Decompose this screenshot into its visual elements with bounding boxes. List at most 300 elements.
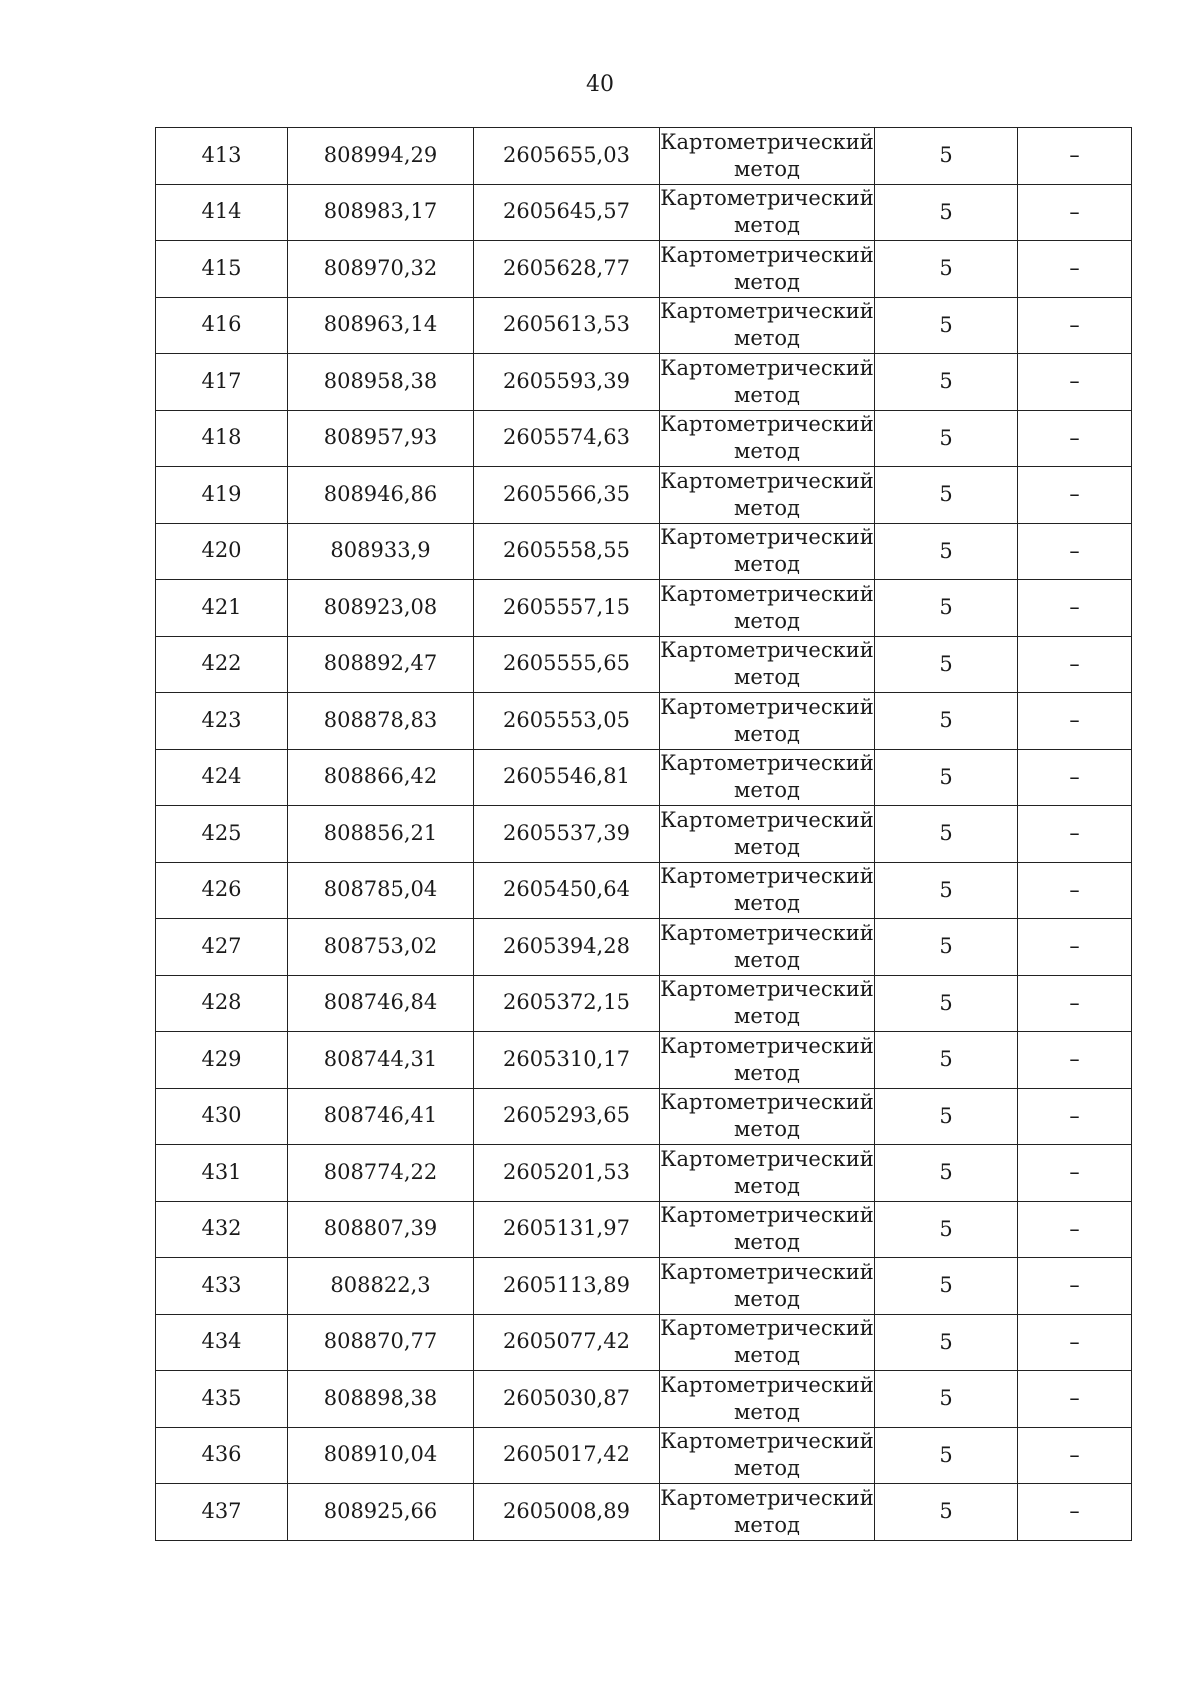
x-coordinate-cell [288,749,474,806]
point-number-cell [156,1371,288,1428]
point-number-cell [156,919,288,976]
x-coordinate-cell [288,580,474,637]
y-coordinate-cell [474,1484,660,1541]
y-coordinate-cell [474,580,660,637]
y-coordinate-cell-text: 2605113,89 [503,1272,630,1297]
y-coordinate-cell [474,693,660,750]
accuracy-cell: 5 [875,1314,1018,1371]
y-coordinate-cell [474,241,660,298]
method-cell [660,1258,875,1315]
method-cell [660,749,875,806]
x-coordinate-cell-text: 808753,02 [323,933,438,958]
x-coordinate-cell-text: 808746,84 [323,990,438,1015]
accuracy-cell: 5 [875,523,1018,580]
x-coordinate-cell-text: 808933,9 [330,538,431,563]
point-number-cell [156,467,288,524]
table-row [156,241,1132,298]
point-number-cell-text: 416 [201,312,242,337]
method-line2: метод [734,1343,800,1368]
x-coordinate-cell-text: 808785,04 [323,877,438,902]
y-coordinate-cell-text: 2605293,65 [503,1103,630,1128]
accuracy-cell: 5 [875,354,1018,411]
y-coordinate-cell [474,636,660,693]
x-coordinate-cell-text: 808746,41 [323,1103,438,1128]
note-cell: – [1018,580,1132,637]
point-number-cell [156,354,288,411]
table-row [156,184,1132,241]
x-coordinate-cell [288,1145,474,1202]
x-coordinate-cell-text: 808892,47 [323,651,438,676]
table-row [156,523,1132,580]
method-line1: Картометрический [660,1033,874,1058]
method-line2: метод [734,1117,800,1142]
table-row [156,693,1132,750]
y-coordinate-cell-text: 2605201,53 [503,1159,630,1184]
note-cell: – [1018,354,1132,411]
table-row [156,1201,1132,1258]
y-coordinate-cell-text: 2605008,89 [503,1498,630,1523]
method-cell [660,354,875,411]
table-row [156,636,1132,693]
y-coordinate-cell [474,1088,660,1145]
x-coordinate-cell [288,241,474,298]
accuracy-cell: 5 [875,467,1018,524]
x-coordinate-cell-text: 808870,77 [323,1329,438,1354]
x-coordinate-cell-text: 808807,39 [323,1216,438,1241]
note-cell: – [1018,1088,1132,1145]
point-number-cell-text: 431 [201,1159,242,1184]
point-number-cell-text: 433 [201,1272,242,1297]
method-cell [660,241,875,298]
method-cell [660,184,875,241]
method-line2: метод [734,439,800,464]
x-coordinate-cell [288,467,474,524]
accuracy-cell: 5 [875,1145,1018,1202]
y-coordinate-cell-text: 2605574,63 [503,425,630,450]
y-coordinate-cell-text: 2605558,55 [503,538,630,563]
y-coordinate-cell [474,128,660,185]
y-coordinate-cell [474,975,660,1032]
note-cell: – [1018,1201,1132,1258]
accuracy-cell: 5 [875,241,1018,298]
accuracy-cell: 5 [875,1258,1018,1315]
x-coordinate-cell-text: 808923,08 [323,594,438,619]
accuracy-cell: 5 [875,1201,1018,1258]
y-coordinate-cell [474,1427,660,1484]
point-number-cell [156,580,288,637]
y-coordinate-cell [474,297,660,354]
method-line1: Картометрический [660,581,874,606]
method-cell [660,1201,875,1258]
x-coordinate-cell-text: 808963,14 [323,312,438,337]
note-cell: – [1018,862,1132,919]
y-coordinate-cell [474,806,660,863]
note-cell: – [1018,1371,1132,1428]
point-number-cell [156,1088,288,1145]
method-line1: Картометрический [660,977,874,1002]
x-coordinate-cell-text: 808910,04 [323,1442,438,1467]
point-number-cell [156,241,288,298]
accuracy-cell: 5 [875,1088,1018,1145]
method-cell [660,1032,875,1089]
method-line2: метод [734,891,800,916]
y-coordinate-cell-text: 2605645,57 [503,199,630,224]
note-cell: – [1018,1032,1132,1089]
table-row [156,297,1132,354]
method-cell [660,523,875,580]
point-number-cell [156,1427,288,1484]
accuracy-cell: 5 [875,1032,1018,1089]
x-coordinate-cell [288,523,474,580]
method-cell [660,636,875,693]
method-line2: метод [734,947,800,972]
method-cell [660,467,875,524]
point-number-cell [156,297,288,354]
y-coordinate-cell-text: 2605613,53 [503,312,630,337]
y-coordinate-cell-text: 2605450,64 [503,877,630,902]
method-line1: Картометрический [660,412,874,437]
x-coordinate-cell-text: 808925,66 [323,1498,438,1523]
method-line2: метод [734,1230,800,1255]
method-line2: метод [734,834,800,859]
accuracy-cell: 5 [875,749,1018,806]
note-cell: – [1018,749,1132,806]
method-line1: Картометрический [660,807,874,832]
y-coordinate-cell [474,1371,660,1428]
method-line1: Картометрический [660,1146,874,1171]
y-coordinate-cell [474,467,660,524]
method-line1: Картометрический [660,638,874,663]
point-number-cell [156,184,288,241]
y-coordinate-cell-text: 2605131,97 [503,1216,630,1241]
point-number-cell-text: 417 [201,368,242,393]
x-coordinate-cell-text: 808946,86 [323,481,438,506]
method-line1: Картометрический [660,186,874,211]
table-row [156,128,1132,185]
x-coordinate-cell [288,1088,474,1145]
coordinates-table [155,127,1132,1541]
y-coordinate-cell [474,1201,660,1258]
point-number-cell [156,806,288,863]
x-coordinate-cell-text: 808958,38 [323,368,438,393]
method-line1: Картометрический [660,468,874,493]
point-number-cell-text: 430 [201,1103,242,1128]
point-number-cell-text: 421 [201,594,242,619]
table-body [156,128,1132,1541]
accuracy-cell: 5 [875,580,1018,637]
x-coordinate-cell-text: 808856,21 [323,820,438,845]
table-row [156,975,1132,1032]
point-number-cell-text: 419 [201,481,242,506]
x-coordinate-cell [288,354,474,411]
x-coordinate-cell [288,297,474,354]
method-cell [660,1427,875,1484]
method-line1: Картометрический [660,751,874,776]
table-row [156,1371,1132,1428]
table-row [156,580,1132,637]
x-coordinate-cell [288,1371,474,1428]
y-coordinate-cell [474,184,660,241]
y-coordinate-cell-text: 2605628,77 [503,255,630,280]
method-line1: Картометрический [660,864,874,889]
y-coordinate-cell-text: 2605372,15 [503,990,630,1015]
method-line2: метод [734,269,800,294]
table-row [156,354,1132,411]
x-coordinate-cell-text: 808957,93 [323,425,438,450]
y-coordinate-cell-text: 2605310,17 [503,1046,630,1071]
y-coordinate-cell [474,1258,660,1315]
method-line2: метод [734,608,800,633]
accuracy-cell: 5 [875,636,1018,693]
accuracy-cell: 5 [875,806,1018,863]
point-number-cell-text: 427 [201,933,242,958]
method-line2: метод [734,721,800,746]
x-coordinate-cell [288,1484,474,1541]
method-line2: метод [734,1399,800,1424]
x-coordinate-cell [288,410,474,467]
y-coordinate-cell-text: 2605555,65 [503,651,630,676]
method-line1: Картометрический [660,1203,874,1228]
x-coordinate-cell-text: 808898,38 [323,1385,438,1410]
method-line1: Картометрический [660,525,874,550]
y-coordinate-cell-text: 2605394,28 [503,933,630,958]
y-coordinate-cell-text: 2605546,81 [503,764,630,789]
method-line2: метод [734,156,800,181]
method-line1: Картометрический [660,299,874,324]
method-line2: метод [734,1173,800,1198]
point-number-cell-text: 425 [201,820,242,845]
x-coordinate-cell [288,184,474,241]
point-number-cell [156,749,288,806]
table-row [156,1145,1132,1202]
y-coordinate-cell [474,749,660,806]
note-cell: – [1018,1427,1132,1484]
point-number-cell [156,1032,288,1089]
method-line2: метод [734,213,800,238]
table-row [156,410,1132,467]
accuracy-cell: 5 [875,975,1018,1032]
y-coordinate-cell-text: 2605566,35 [503,481,630,506]
point-number-cell [156,128,288,185]
method-cell [660,1371,875,1428]
method-cell [660,919,875,976]
x-coordinate-cell [288,862,474,919]
page-number: 40 [586,72,614,97]
y-coordinate-cell-text: 2605557,15 [503,594,630,619]
x-coordinate-cell-text: 808983,17 [323,199,438,224]
table-row [156,919,1132,976]
point-number-cell-text: 424 [201,764,242,789]
table-row [156,806,1132,863]
method-line2: метод [734,552,800,577]
point-number-cell-text: 434 [201,1329,242,1354]
x-coordinate-cell [288,1258,474,1315]
y-coordinate-cell [474,862,660,919]
table-row [156,749,1132,806]
accuracy-cell: 5 [875,693,1018,750]
y-coordinate-cell-text: 2605655,03 [503,142,630,167]
x-coordinate-cell [288,1314,474,1371]
method-cell [660,975,875,1032]
y-coordinate-cell-text: 2605030,87 [503,1385,630,1410]
table-row [156,1314,1132,1371]
note-cell: – [1018,919,1132,976]
table-row [156,1258,1132,1315]
note-cell: – [1018,1314,1132,1371]
note-cell: – [1018,241,1132,298]
y-coordinate-cell [474,354,660,411]
method-line2: метод [734,1512,800,1537]
point-number-cell-text: 436 [201,1442,242,1467]
point-number-cell [156,1201,288,1258]
method-cell [660,862,875,919]
method-line1: Картометрический [660,1485,874,1510]
table-row [156,1088,1132,1145]
x-coordinate-cell-text: 808774,22 [323,1159,438,1184]
method-cell [660,806,875,863]
method-line2: метод [734,382,800,407]
point-number-cell [156,975,288,1032]
table-row [156,1484,1132,1541]
method-line1: Картометрический [660,1316,874,1341]
y-coordinate-cell [474,523,660,580]
point-number-cell-text: 422 [201,651,242,676]
note-cell: – [1018,806,1132,863]
x-coordinate-cell [288,1201,474,1258]
point-number-cell-text: 423 [201,707,242,732]
accuracy-cell: 5 [875,1427,1018,1484]
point-number-cell-text: 428 [201,990,242,1015]
y-coordinate-cell-text: 2605017,42 [503,1442,630,1467]
method-cell [660,1484,875,1541]
y-coordinate-cell-text: 2605593,39 [503,368,630,393]
method-cell [660,297,875,354]
x-coordinate-cell [288,128,474,185]
x-coordinate-cell [288,636,474,693]
y-coordinate-cell [474,1145,660,1202]
method-cell [660,1088,875,1145]
note-cell: – [1018,636,1132,693]
point-number-cell [156,410,288,467]
point-number-cell [156,1258,288,1315]
note-cell: – [1018,410,1132,467]
accuracy-cell: 5 [875,919,1018,976]
point-number-cell [156,862,288,919]
point-number-cell [156,523,288,580]
method-line2: метод [734,778,800,803]
table-row [156,1427,1132,1484]
method-line1: Картометрический [660,1090,874,1115]
accuracy-cell: 5 [875,1484,1018,1541]
x-coordinate-cell-text: 808866,42 [323,764,438,789]
method-line2: метод [734,495,800,520]
method-line1: Картометрический [660,1429,874,1454]
x-coordinate-cell [288,806,474,863]
accuracy-cell: 5 [875,184,1018,241]
note-cell: – [1018,128,1132,185]
point-number-cell-text: 426 [201,877,242,902]
y-coordinate-cell-text: 2605537,39 [503,820,630,845]
table-row [156,862,1132,919]
point-number-cell-text: 432 [201,1216,242,1241]
method-line2: метод [734,665,800,690]
method-cell [660,580,875,637]
method-line1: Картометрический [660,129,874,154]
x-coordinate-cell [288,1032,474,1089]
method-cell [660,128,875,185]
note-cell: – [1018,467,1132,524]
note-cell: – [1018,975,1132,1032]
x-coordinate-cell-text: 808994,29 [323,142,438,167]
y-coordinate-cell [474,1032,660,1089]
method-line2: метод [734,1060,800,1085]
accuracy-cell: 5 [875,128,1018,185]
method-line1: Картометрический [660,242,874,267]
note-cell: – [1018,1258,1132,1315]
table-row [156,467,1132,524]
method-line2: метод [734,1286,800,1311]
accuracy-cell: 5 [875,862,1018,919]
point-number-cell-text: 435 [201,1385,242,1410]
note-cell: – [1018,1145,1132,1202]
note-cell: – [1018,1484,1132,1541]
x-coordinate-cell [288,693,474,750]
point-number-cell-text: 420 [201,538,242,563]
method-cell [660,693,875,750]
y-coordinate-cell [474,1314,660,1371]
point-number-cell [156,636,288,693]
method-cell [660,1145,875,1202]
y-coordinate-cell [474,919,660,976]
note-cell: – [1018,523,1132,580]
x-coordinate-cell-text: 808822,3 [330,1272,431,1297]
note-cell: – [1018,297,1132,354]
accuracy-cell: 5 [875,297,1018,354]
method-line1: Картометрический [660,920,874,945]
point-number-cell-text: 437 [201,1498,242,1523]
y-coordinate-cell-text: 2605077,42 [503,1329,630,1354]
method-cell [660,1314,875,1371]
point-number-cell-text: 414 [201,199,242,224]
x-coordinate-cell [288,1427,474,1484]
method-line1: Картометрический [660,355,874,380]
x-coordinate-cell [288,975,474,1032]
x-coordinate-cell-text: 808744,31 [323,1046,438,1071]
table-row [156,1032,1132,1089]
x-coordinate-cell-text: 808970,32 [323,255,438,280]
note-cell: – [1018,184,1132,241]
accuracy-cell: 5 [875,410,1018,467]
point-number-cell [156,1314,288,1371]
y-coordinate-cell-text: 2605553,05 [503,707,630,732]
method-line1: Картометрический [660,1372,874,1397]
x-coordinate-cell [288,919,474,976]
point-number-cell-text: 413 [201,142,242,167]
method-line1: Картометрический [660,1259,874,1284]
method-cell [660,410,875,467]
note-cell: – [1018,693,1132,750]
method-line1: Картометрический [660,694,874,719]
point-number-cell-text: 415 [201,255,242,280]
point-number-cell-text: 429 [201,1046,242,1071]
y-coordinate-cell [474,410,660,467]
method-line2: метод [734,1004,800,1029]
method-line2: метод [734,1456,800,1481]
method-line2: метод [734,326,800,351]
point-number-cell [156,693,288,750]
point-number-cell [156,1145,288,1202]
accuracy-cell: 5 [875,1371,1018,1428]
